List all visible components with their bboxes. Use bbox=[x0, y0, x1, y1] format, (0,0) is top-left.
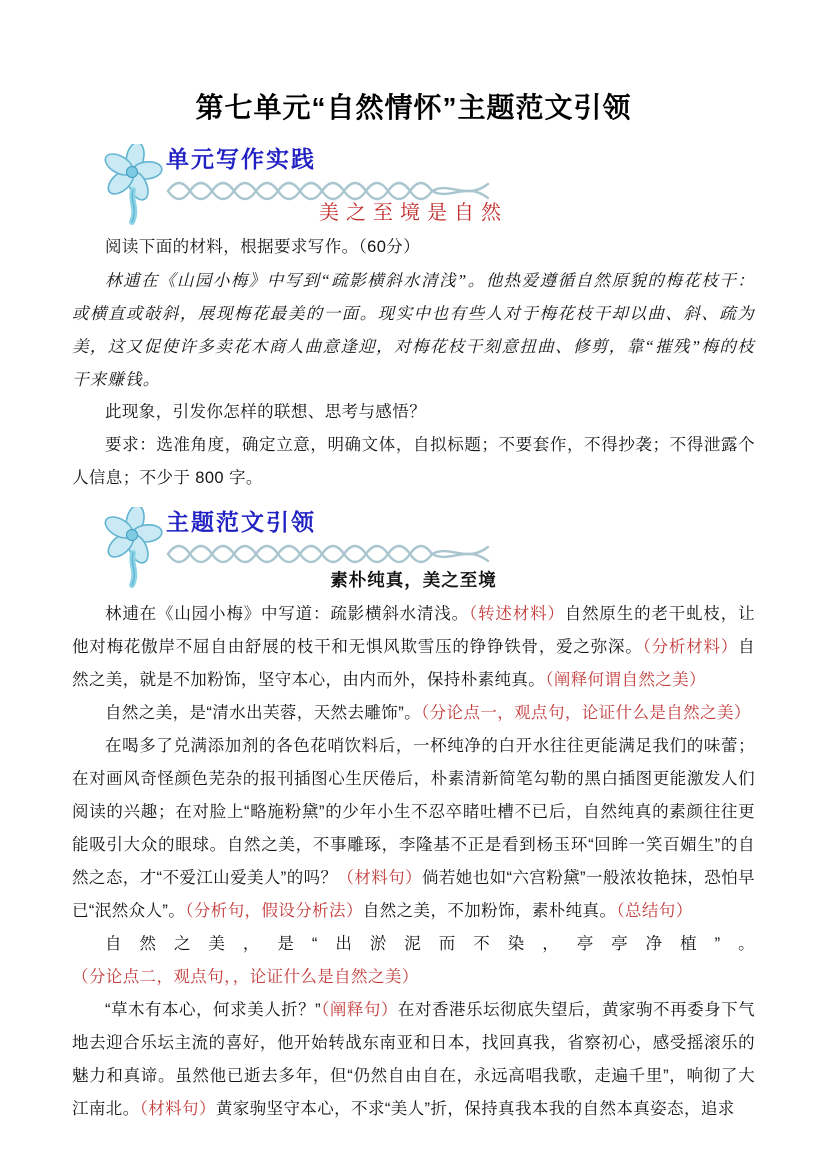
wave-divider-icon bbox=[166, 541, 496, 567]
red-annotation: （材料句） bbox=[139, 1100, 216, 1118]
text-run: 倘若她也如“六宫粉黛”一般浓妆艳抹，恐怕早已“泯然众人”。 bbox=[72, 869, 756, 920]
wave-divider-icon bbox=[166, 178, 496, 204]
paragraph bbox=[72, 231, 755, 264]
text-run: 自然之美，是“清水出芙蓉，天然去雕饰”。 bbox=[105, 704, 421, 722]
red-annotation: （分析句，假设分析法） bbox=[185, 902, 363, 920]
flower-icon bbox=[102, 144, 164, 226]
section-banner-model-essay bbox=[102, 505, 755, 589]
text-run: 此现象，引发你怎样的联想、思考与感悟？ bbox=[105, 403, 427, 421]
text-run: 林逋在《山园小梅》中写道：疏影横斜水清浅。 bbox=[105, 605, 469, 623]
paragraph bbox=[72, 429, 755, 495]
paragraph bbox=[72, 730, 755, 928]
red-annotation: （阐释何谓自然之美） bbox=[545, 671, 706, 689]
text-run: 要求：选准角度，确定立意，明确文体，自拟标题；不要套作，不得抄袭；不得泄露个人信息；不少于 800 字。 bbox=[72, 436, 755, 487]
text-run: 自然之美，是“出淤泥而不染，亭亭净植”。 bbox=[105, 935, 755, 953]
red-annotation: （总结句） bbox=[616, 902, 693, 920]
text-run: 自然之美，不加粉饰，素朴纯真。 bbox=[362, 902, 617, 920]
essay-prompt-title: 美之至境是自然 bbox=[319, 202, 508, 224]
text-run: “草木有本心，何求美人折？” bbox=[105, 1001, 322, 1019]
paragraph bbox=[72, 396, 755, 429]
flower-icon bbox=[102, 507, 164, 589]
paragraph bbox=[72, 697, 755, 730]
text-run: 在对香港乐坛彻底失望后，黄家驹不再委身下气地去迎合乐坛主流的喜好，他开始转战东南亚和日本，找回真我，省察初心，感受摇滚乐的魅力和真谛。虽然他已逝去多年，但“仍然自由自在，永远高唱我歌，走遍千里”，响彻了大江南北。 bbox=[72, 1001, 756, 1118]
text-run: 阅读下面的材料，根据要求写作。（60分） bbox=[105, 238, 421, 256]
paragraph bbox=[72, 264, 755, 396]
model-essay-title: 素朴纯真，美之至境 bbox=[330, 570, 497, 590]
section-label: 主题范文引领 bbox=[166, 509, 316, 535]
red-annotation: （材料句） bbox=[337, 869, 422, 887]
section-banner-writing-practice bbox=[102, 142, 755, 226]
text-run: 在喝多了兑满添加剂的各色花哨饮料后，一杯纯净的白开水往往更能满足我们的味蕾；在对画风奇怪颜色芜杂的报刊插图心生厌倦后，朴素清新简笔勾勒的黑白插图更能激发人们阅读的兴趣；在对脸上“略施粉黛”的少年小生不忍卒睹吐槽不已后，自然纯真的素颜往往更能吸引大众的眼球。自然之美，不事雕琢，李隆基不正是看到杨玉环“回眸一笑百媚生”的自然之态，才“不爱江山爱美人”的吗？ bbox=[72, 737, 755, 887]
red-annotation: （分论点二，观点句，，论证什么是自然之美） bbox=[72, 968, 419, 986]
red-annotation: （分析材料） bbox=[642, 638, 739, 656]
materials-block bbox=[72, 231, 755, 495]
page-title: 第七单元“自然情怀”主题范文引领 bbox=[195, 92, 632, 123]
text-run: 林逋在《山园小梅》中写到“疏影横斜水清浅”。他热爱遵循自然原貌的梅花枝干：或横直或敧斜，展现梅花最美的一面。现实中也有些人对于梅花枝干却以曲、斜、疏为美，这又促使许多卖花木商人曲意逢迎，对梅花枝干刻意扭曲、修剪，靠“摧残”梅的枝干来赚钱。 bbox=[72, 271, 755, 389]
paragraph bbox=[72, 994, 755, 1126]
model-essay-block bbox=[72, 598, 755, 1126]
paragraph bbox=[72, 598, 755, 697]
section-label: 单元写作实践 bbox=[166, 146, 316, 172]
red-annotation: （转述材料） bbox=[469, 605, 565, 623]
red-annotation: （分论点一，观点句，论证什么是自然之美） bbox=[421, 704, 751, 722]
text-run: 自然之美，就是不加粉饰，坚守本心，由内而外，保持朴素纯真。 bbox=[72, 638, 755, 689]
red-annotation: （阐释句） bbox=[321, 1001, 398, 1019]
text-run: 黄家驹坚守本心，不求“美人”折，保持真我本我的自然本真姿态，追求 bbox=[215, 1100, 735, 1118]
text-run: 自然原生的老干虬枝，让他对梅花傲岸不屈自由舒展的枝干和无惧风欺雪压的铮铮铁骨，爱之弥深。 bbox=[72, 605, 755, 656]
paragraph bbox=[72, 928, 755, 994]
